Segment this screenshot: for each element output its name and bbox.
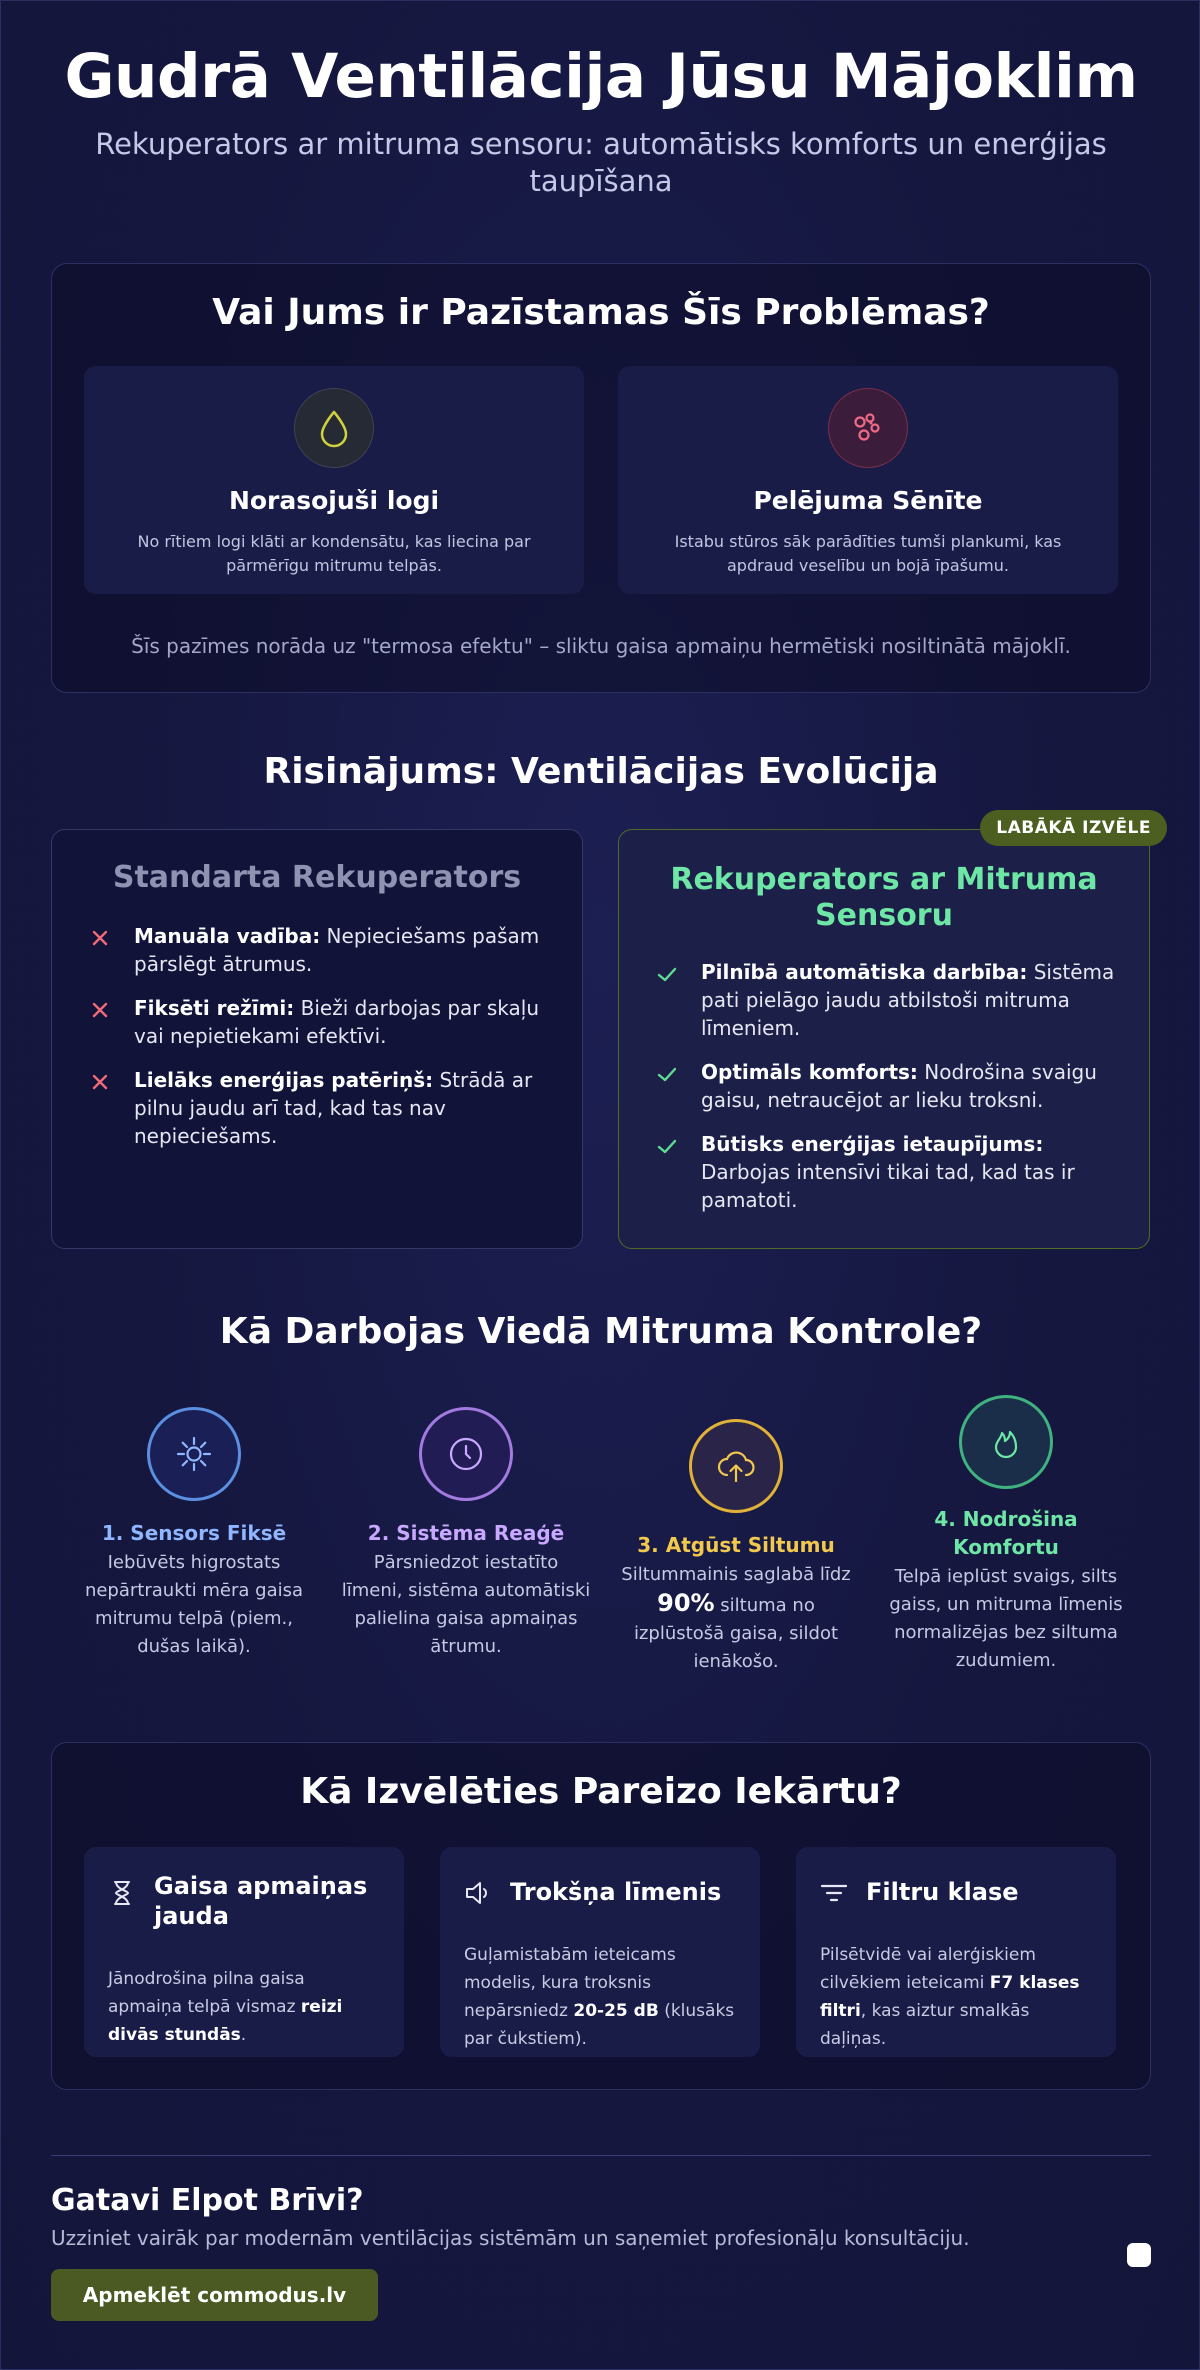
problems-section [51,263,1151,693]
standard-title: Standarta Rekuperators [112,860,522,895]
mold-icon [828,388,908,468]
problem-desc: Istabu stūros sāk parādīties tumši plankumi, kas apdraud veselību un bojā īpašumu. [674,532,1062,575]
cross-icon [88,926,112,950]
choice-title: Trokšņa līmenis [510,1878,722,1906]
choice-desc-post: . [240,2025,247,2045]
step-system [341,1401,591,1681]
filter-icon [818,1877,850,1909]
choice-desc-highlight: F7 klases filtri [820,1973,1080,2021]
check-icon [655,1062,679,1086]
choice-desc-pre: Jānodrošina pilna gaisa apmaiņa telpā vismaz [108,1969,305,2017]
problem-card-mold [618,366,1118,594]
feature-text: Sistēma pati pielāgo jaudu atbilstoši mitruma līmeniem. [701,960,1115,1040]
feature-text: Nepieciešams pašam pārslēgt ātrumus. [134,924,540,976]
feature-text: Darbojas intensīvi tikai tad, kad tas ir pamatoti. [701,1160,1075,1212]
feature-text: Strādā ar pilnu jaudu arī tad, kad tas nav nepieciešams. [134,1068,533,1148]
choice-desc-highlight: reizi divās stundās [108,1997,343,2045]
choice-card-noise [440,1847,760,2057]
check-icon [655,1134,679,1158]
feature-item [88,922,552,978]
choice-card-filter [796,1847,1116,2057]
feature-item [655,1058,1119,1114]
speaker-icon [462,1877,494,1909]
feature-label: Manuāla vadība: [134,924,321,948]
feature-label: Lielāks enerģijas patēriņš: [134,1068,434,1092]
cta-title: Gatavi Elpot Brīvi? [51,2183,364,2218]
choose-section [51,1742,1151,2090]
problems-title: Vai Jums ir Pazīstamas Šīs Problēmas? [212,292,990,333]
cross-icon [88,998,112,1022]
step-desc: Iebūvēts higrostats nepārtraukti mēra gaisa mitrumu telpā (piem., dušas laikā). [84,1552,304,1657]
choice-desc-pre: Guļamistabām ieteicams modelis, kura troksnis nepārsniedz [464,1945,676,2021]
feature-label: Pilnībā automātiska darbība: [701,960,1028,984]
solution-title: Risinājums: Ventilācijas Evolūcija [263,751,939,792]
choose-title: Kā Izvēlēties Pareizo Iekārtu? [300,1771,902,1812]
step-desc: Telpā ieplūst svaigs, silts gaiss, un mitruma līmenis normalizējas bez siltuma zudumiem. [889,1566,1123,1671]
step-desc-pre: Siltummainis saglabā līdz [621,1564,851,1585]
step-title: 1. Sensors Fiksē [101,1521,287,1545]
droplet-icon [294,388,374,468]
problem-desc: No rītiem logi klāti ar kondensātu, kas liecina par pārmērīgu mitrumu telpās. [137,532,531,575]
problems-note: Šīs pazīmes norāda uz "termosa efektu" – sliktu gaisa apmaiņu hermētiski nosiltinātā mājoklī. [131,634,1071,658]
choice-desc [820,1941,1096,2053]
step-title: 4. Nodrošina Komfortu [934,1507,1078,1559]
how-title: Kā Darbojas Viedā Mitruma Kontrole? [219,1311,983,1352]
fire-icon [959,1395,1053,1489]
cloud-upload-icon [689,1419,783,1513]
standard-recuperator-card [51,829,583,1249]
feature-item [655,1130,1119,1214]
smart-title: Rekuperators ar Mitruma Sensoru [670,862,1098,933]
choice-desc-post: , kas aiztur smalkās daļiņas. [820,2001,1030,2049]
choice-desc-highlight: 20-25 dB [573,2001,659,2021]
feature-label: Būtisks enerģijas ietaupījums: [701,1132,1044,1156]
step-heat [611,1413,861,1683]
step-comfort [881,1389,1131,1689]
choice-desc [108,1965,384,2049]
sun-icon [147,1407,241,1501]
problem-title: Norasojuši logi [228,486,440,515]
problem-title: Pelējuma Sēnīte [753,486,983,515]
choice-desc-pre: Pilsētvidē vai alerģiskiem cilvēkiem ieteicami [820,1945,1036,1993]
smart-recuperator-card [618,829,1150,1249]
choice-desc [464,1941,740,2053]
feature-item [88,1066,552,1150]
choice-card-airflow [84,1847,404,2057]
step-desc-post: siltuma no izplūstošā gaisa, sildot ienākošo. [633,1595,839,1672]
page-subtitle: Rekuperators ar mitruma sensoru: automātisks komforts un enerģijas taupīšana [95,127,1107,198]
problem-card-windows [84,366,584,594]
feature-item [655,958,1119,1042]
choice-desc-post: (klusāks par čukstiem). [464,2001,735,2049]
feature-text: Nodrošina svaigu gaisu, netraucējot ar lieku troksni. [701,1060,1097,1112]
feature-label: Optimāls komforts: [701,1060,918,1084]
cross-icon [88,1070,112,1094]
feature-item [88,994,552,1050]
check-icon [655,962,679,986]
step-desc: Pārsniedzot iestatīto līmeni, sistēma automātiski palielina gaisa apmaiņas ātrumu. [341,1552,591,1657]
feature-text: Bieži darbojas par skaļu vai nepietiekami efektīvi. [134,996,540,1048]
chat-widget-icon[interactable] [1127,2243,1151,2267]
clock-icon [419,1407,513,1501]
footer-divider [51,2155,1151,2156]
feature-label: Fiksēti režīmi: [134,996,295,1020]
visit-site-button[interactable]: Apmeklēt commodus.lv [51,2269,378,2321]
page [1,1,1200,2370]
cta-subtitle: Uzziniet vairāk par modernām ventilācijas sistēmām un saņemiet profesionāļu konsultāciju. [51,2226,970,2250]
step-desc-highlight: 90% [657,1589,715,1617]
step-desc [611,1561,861,1676]
choice-title: Filtru klase [866,1878,1019,1906]
best-choice-badge: LABĀKĀ IZVĒLE [980,810,1167,846]
step-title: 3. Atgūst Siltumu [637,1533,835,1557]
page-title: Gudrā Ventilācija Jūsu Mājoklim [64,41,1138,112]
hourglass-icon [106,1877,138,1909]
step-title: 2. Sistēma Reaģē [367,1521,565,1545]
step-sensor [69,1401,319,1681]
choice-title: Gaisa apmaiņas jauda [154,1872,368,1930]
